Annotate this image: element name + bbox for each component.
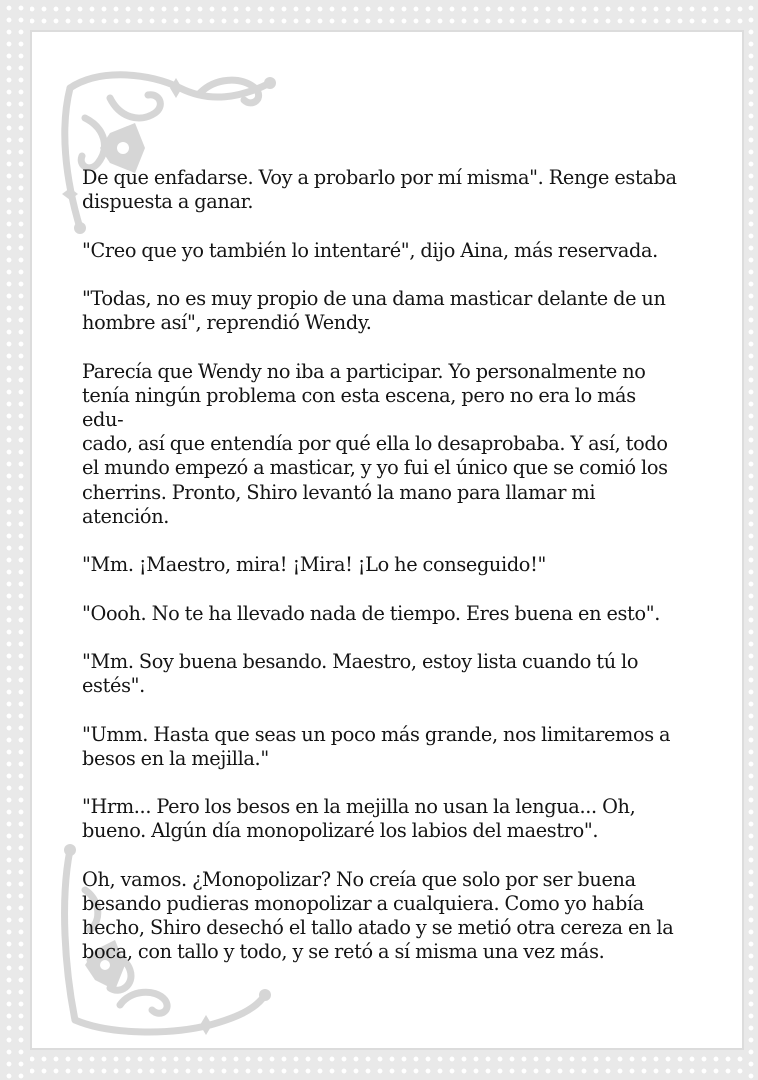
body-text bbox=[82, 166, 682, 989]
paragraph: "Creo que yo también lo intentaré", dijo Aina, más reservada. bbox=[82, 238, 658, 262]
decorative-border-bottom bbox=[0, 1050, 758, 1080]
decorative-border-left bbox=[0, 0, 30, 1080]
paragraph: "Todas, no es muy propio de una dama masticar delante de un hombre así", reprendió Wendy. bbox=[82, 286, 666, 335]
paragraph: "Oooh. No te ha llevado nada de tiempo. Eres buena en esto". bbox=[82, 601, 661, 625]
paragraph: De que enfadarse. Voy a probarlo por mí misma". Renge estaba dispuesta a ganar. bbox=[82, 166, 677, 214]
decorative-border-right bbox=[744, 0, 758, 1080]
paragraph: "Mm. ¡Maestro, mira! ¡Mira! ¡Lo he conseguido!" bbox=[82, 553, 546, 577]
paragraph: "Umm. Hasta que seas un poco más grande, nos limitaremos a besos en la mejilla." bbox=[82, 722, 671, 770]
paragraph: Oh, vamos. ¿Monopolizar? No creía que solo por ser buena besando pudieras monopolizar a cualquiera. Como yo había hecho, Shiro desechó el tallo atado y se metió otra cereza en la boca, con tallo y todo, y se retó a sí misma una vez más. bbox=[82, 867, 674, 964]
paragraph: "Hrm... Pero los besos en la mejilla no usan la lengua... Oh, bueno. Algún día monopolizaré los labios del maestro". bbox=[82, 795, 636, 843]
paragraph: Parecía que Wendy no iba a participar. Yo personalmente no tenía ningún problema con esta escena, pero no era lo más edu- cado, así que entendía por qué ella lo desaprobaba. Y así, todo el mundo empezó a masticar, y yo fui el único que se comió los cherrins. Pronto, Shiro levantó la mano para llamar mi atención. bbox=[82, 359, 668, 528]
decorative-border-top bbox=[0, 0, 758, 30]
paragraph: "Mm. Soy buena besando. Maestro, estoy lista cuando tú lo estés". bbox=[82, 649, 639, 698]
